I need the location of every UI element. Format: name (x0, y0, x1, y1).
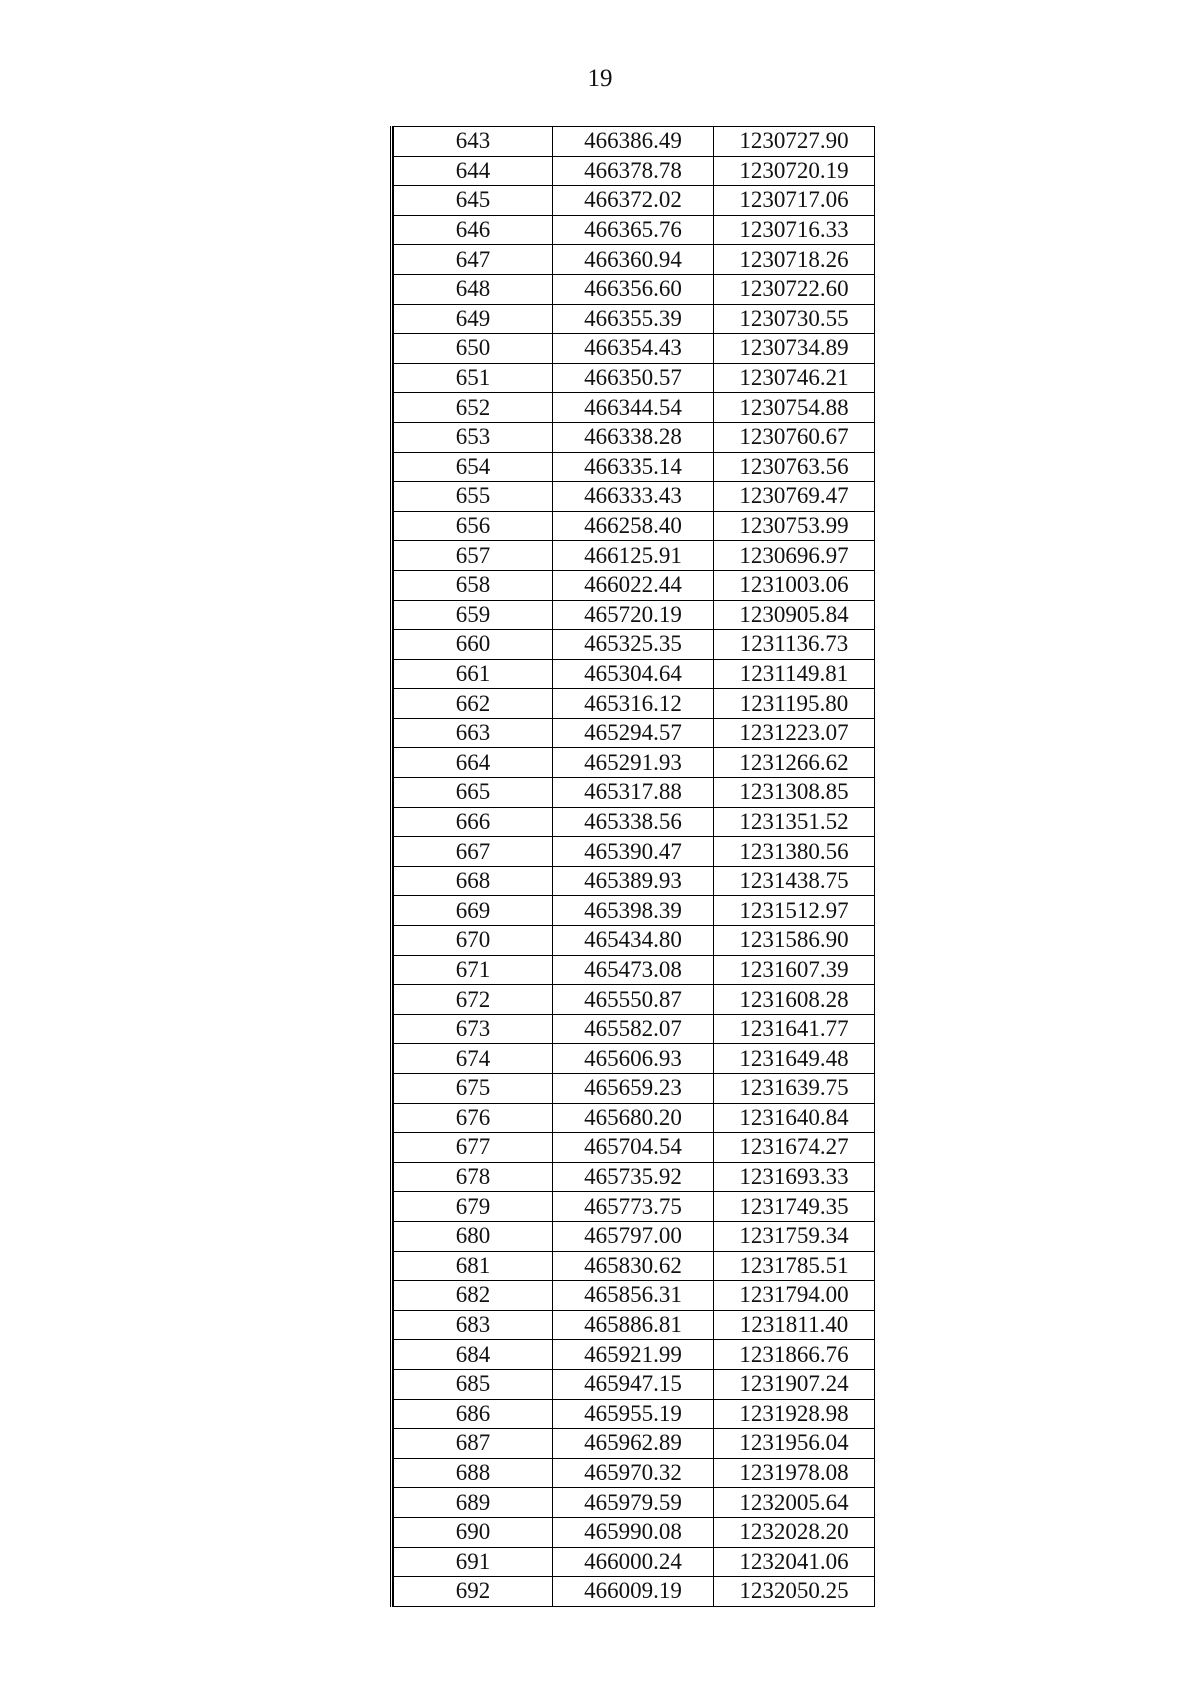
point-number-cell: 683 (394, 1310, 553, 1340)
table-row (394, 955, 875, 985)
x-coordinate-cell: 465970.32 (553, 1458, 714, 1488)
x-coordinate-cell: 465955.19 (553, 1399, 714, 1429)
table-row (394, 837, 875, 867)
point-number-cell: 648 (394, 274, 553, 304)
point-number-cell: 673 (394, 1014, 553, 1044)
table-row (394, 659, 875, 689)
x-coordinate-cell: 466365.76 (553, 215, 714, 245)
y-coordinate-cell: 1231640.84 (714, 1103, 875, 1133)
y-coordinate-cell: 1231149.81 (714, 659, 875, 689)
y-coordinate-cell: 1231978.08 (714, 1458, 875, 1488)
table-row (394, 1192, 875, 1222)
point-number-cell: 677 (394, 1133, 553, 1163)
x-coordinate-cell: 465294.57 (553, 718, 714, 748)
y-coordinate-cell: 1231308.85 (714, 778, 875, 808)
table-row (394, 570, 875, 600)
point-number-cell: 646 (394, 215, 553, 245)
x-coordinate-cell: 465921.99 (553, 1340, 714, 1370)
coordinates-table-body (394, 127, 875, 1607)
table-row (394, 1547, 875, 1577)
x-coordinate-cell: 465338.56 (553, 807, 714, 837)
y-coordinate-cell: 1230720.19 (714, 156, 875, 186)
x-coordinate-cell: 465886.81 (553, 1310, 714, 1340)
point-number-cell: 650 (394, 334, 553, 364)
x-coordinate-cell: 466372.02 (553, 186, 714, 216)
point-number-cell: 667 (394, 837, 553, 867)
point-number-cell: 666 (394, 807, 553, 837)
table-row (394, 866, 875, 896)
x-coordinate-cell: 465735.92 (553, 1162, 714, 1192)
y-coordinate-cell: 1232041.06 (714, 1547, 875, 1577)
table-row (394, 1488, 875, 1518)
coordinates-table (393, 126, 875, 1607)
y-coordinate-cell: 1230718.26 (714, 245, 875, 275)
x-coordinate-cell: 466350.57 (553, 363, 714, 393)
point-number-cell: 689 (394, 1488, 553, 1518)
point-number-cell: 645 (394, 186, 553, 216)
y-coordinate-cell: 1231351.52 (714, 807, 875, 837)
x-coordinate-cell: 466333.43 (553, 482, 714, 512)
x-coordinate-cell: 465856.31 (553, 1281, 714, 1311)
y-coordinate-cell: 1231607.39 (714, 955, 875, 985)
point-number-cell: 684 (394, 1340, 553, 1370)
point-number-cell: 690 (394, 1517, 553, 1547)
x-coordinate-cell: 465990.08 (553, 1517, 714, 1547)
table-row (394, 1162, 875, 1192)
x-coordinate-cell: 466335.14 (553, 452, 714, 482)
y-coordinate-cell: 1231195.80 (714, 689, 875, 719)
table-row (394, 1133, 875, 1163)
x-coordinate-cell: 466355.39 (553, 304, 714, 334)
y-coordinate-cell: 1230696.97 (714, 541, 875, 571)
y-coordinate-cell: 1230763.56 (714, 452, 875, 482)
table-row (394, 1044, 875, 1074)
y-coordinate-cell: 1231380.56 (714, 837, 875, 867)
point-number-cell: 655 (394, 482, 553, 512)
table-row (394, 215, 875, 245)
x-coordinate-cell: 465680.20 (553, 1103, 714, 1133)
page-number: 19 (587, 65, 613, 92)
table-row (394, 452, 875, 482)
point-number-cell: 691 (394, 1547, 553, 1577)
table-row (394, 1369, 875, 1399)
y-coordinate-cell: 1231785.51 (714, 1251, 875, 1281)
table-row (394, 1281, 875, 1311)
point-number-cell: 675 (394, 1074, 553, 1104)
y-coordinate-cell: 1230727.90 (714, 127, 875, 157)
table-row (394, 127, 875, 157)
point-number-cell: 658 (394, 570, 553, 600)
y-coordinate-cell: 1231641.77 (714, 1014, 875, 1044)
x-coordinate-cell: 466344.54 (553, 393, 714, 423)
y-coordinate-cell: 1230730.55 (714, 304, 875, 334)
table-row (394, 156, 875, 186)
x-coordinate-cell: 466338.28 (553, 422, 714, 452)
point-number-cell: 671 (394, 955, 553, 985)
y-coordinate-cell: 1232050.25 (714, 1577, 875, 1607)
y-coordinate-cell: 1232005.64 (714, 1488, 875, 1518)
table-row (394, 985, 875, 1015)
point-number-cell: 654 (394, 452, 553, 482)
point-number-cell: 644 (394, 156, 553, 186)
point-number-cell: 672 (394, 985, 553, 1015)
y-coordinate-cell: 1231223.07 (714, 718, 875, 748)
point-number-cell: 647 (394, 245, 553, 275)
x-coordinate-cell: 465473.08 (553, 955, 714, 985)
y-coordinate-cell: 1231512.97 (714, 896, 875, 926)
point-number-cell: 659 (394, 600, 553, 630)
y-coordinate-cell: 1230716.33 (714, 215, 875, 245)
y-coordinate-cell: 1231674.27 (714, 1133, 875, 1163)
x-coordinate-cell: 466009.19 (553, 1577, 714, 1607)
point-number-cell: 662 (394, 689, 553, 719)
table-row (394, 393, 875, 423)
x-coordinate-cell: 465704.54 (553, 1133, 714, 1163)
table-row (394, 186, 875, 216)
table-row (394, 511, 875, 541)
table-row (394, 1251, 875, 1281)
point-number-cell: 670 (394, 926, 553, 956)
y-coordinate-cell: 1230746.21 (714, 363, 875, 393)
table-row (394, 748, 875, 778)
x-coordinate-cell: 465304.64 (553, 659, 714, 689)
x-coordinate-cell: 466386.49 (553, 127, 714, 157)
table-row (394, 1340, 875, 1370)
y-coordinate-cell: 1231794.00 (714, 1281, 875, 1311)
point-number-cell: 686 (394, 1399, 553, 1429)
x-coordinate-cell: 465773.75 (553, 1192, 714, 1222)
y-coordinate-cell: 1230905.84 (714, 600, 875, 630)
table-row (394, 807, 875, 837)
table-row (394, 778, 875, 808)
x-coordinate-cell: 465434.80 (553, 926, 714, 956)
table-row (394, 600, 875, 630)
x-coordinate-cell: 465398.39 (553, 896, 714, 926)
table-row (394, 482, 875, 512)
table-row (394, 274, 875, 304)
y-coordinate-cell: 1232028.20 (714, 1517, 875, 1547)
point-number-cell: 682 (394, 1281, 553, 1311)
y-coordinate-cell: 1231866.76 (714, 1340, 875, 1370)
point-number-cell: 679 (394, 1192, 553, 1222)
point-number-cell: 687 (394, 1429, 553, 1459)
x-coordinate-cell: 465830.62 (553, 1251, 714, 1281)
table-row (394, 1103, 875, 1133)
x-coordinate-cell: 465797.00 (553, 1221, 714, 1251)
table-row (394, 926, 875, 956)
table-row (394, 1399, 875, 1429)
x-coordinate-cell: 465582.07 (553, 1014, 714, 1044)
y-coordinate-cell: 1230760.67 (714, 422, 875, 452)
point-number-cell: 665 (394, 778, 553, 808)
y-coordinate-cell: 1231608.28 (714, 985, 875, 1015)
table-row (394, 334, 875, 364)
y-coordinate-cell: 1231639.75 (714, 1074, 875, 1104)
y-coordinate-cell: 1230717.06 (714, 186, 875, 216)
table-row (394, 718, 875, 748)
table-row (394, 1458, 875, 1488)
x-coordinate-cell: 465291.93 (553, 748, 714, 778)
x-coordinate-cell: 465317.88 (553, 778, 714, 808)
table-row (394, 1429, 875, 1459)
y-coordinate-cell: 1231811.40 (714, 1310, 875, 1340)
table-row (394, 1014, 875, 1044)
table-row (394, 1517, 875, 1547)
table-row (394, 896, 875, 926)
x-coordinate-cell: 466258.40 (553, 511, 714, 541)
point-number-cell: 688 (394, 1458, 553, 1488)
point-number-cell: 664 (394, 748, 553, 778)
y-coordinate-cell: 1231749.35 (714, 1192, 875, 1222)
coordinates-table-container (390, 126, 875, 1607)
y-coordinate-cell: 1231438.75 (714, 866, 875, 896)
x-coordinate-cell: 465979.59 (553, 1488, 714, 1518)
y-coordinate-cell: 1231907.24 (714, 1369, 875, 1399)
point-number-cell: 653 (394, 422, 553, 452)
x-coordinate-cell: 466378.78 (553, 156, 714, 186)
x-coordinate-cell: 466356.60 (553, 274, 714, 304)
point-number-cell: 669 (394, 896, 553, 926)
x-coordinate-cell: 466125.91 (553, 541, 714, 571)
y-coordinate-cell: 1231693.33 (714, 1162, 875, 1192)
point-number-cell: 652 (394, 393, 553, 423)
y-coordinate-cell: 1231956.04 (714, 1429, 875, 1459)
point-number-cell: 649 (394, 304, 553, 334)
point-number-cell: 678 (394, 1162, 553, 1192)
point-number-cell: 651 (394, 363, 553, 393)
table-row (394, 422, 875, 452)
point-number-cell: 676 (394, 1103, 553, 1133)
table-row (394, 1221, 875, 1251)
x-coordinate-cell: 466000.24 (553, 1547, 714, 1577)
point-number-cell: 692 (394, 1577, 553, 1607)
x-coordinate-cell: 466360.94 (553, 245, 714, 275)
point-number-cell: 656 (394, 511, 553, 541)
x-coordinate-cell: 465947.15 (553, 1369, 714, 1399)
y-coordinate-cell: 1231266.62 (714, 748, 875, 778)
y-coordinate-cell: 1230734.89 (714, 334, 875, 364)
point-number-cell: 685 (394, 1369, 553, 1399)
x-coordinate-cell: 465316.12 (553, 689, 714, 719)
table-row (394, 1577, 875, 1607)
x-coordinate-cell: 465962.89 (553, 1429, 714, 1459)
x-coordinate-cell: 465550.87 (553, 985, 714, 1015)
x-coordinate-cell: 465325.35 (553, 630, 714, 660)
table-row (394, 1074, 875, 1104)
y-coordinate-cell: 1230753.99 (714, 511, 875, 541)
table-row (394, 689, 875, 719)
y-coordinate-cell: 1231586.90 (714, 926, 875, 956)
point-number-cell: 660 (394, 630, 553, 660)
y-coordinate-cell: 1230769.47 (714, 482, 875, 512)
x-coordinate-cell: 465606.93 (553, 1044, 714, 1074)
point-number-cell: 668 (394, 866, 553, 896)
point-number-cell: 680 (394, 1221, 553, 1251)
y-coordinate-cell: 1231759.34 (714, 1221, 875, 1251)
x-coordinate-cell: 465389.93 (553, 866, 714, 896)
y-coordinate-cell: 1231003.06 (714, 570, 875, 600)
point-number-cell: 661 (394, 659, 553, 689)
table-row (394, 245, 875, 275)
y-coordinate-cell: 1230722.60 (714, 274, 875, 304)
table-row (394, 541, 875, 571)
y-coordinate-cell: 1231136.73 (714, 630, 875, 660)
y-coordinate-cell: 1230754.88 (714, 393, 875, 423)
x-coordinate-cell: 466022.44 (553, 570, 714, 600)
point-number-cell: 657 (394, 541, 553, 571)
x-coordinate-cell: 465720.19 (553, 600, 714, 630)
x-coordinate-cell: 465390.47 (553, 837, 714, 867)
point-number-cell: 681 (394, 1251, 553, 1281)
point-number-cell: 643 (394, 127, 553, 157)
y-coordinate-cell: 1231649.48 (714, 1044, 875, 1074)
y-coordinate-cell: 1231928.98 (714, 1399, 875, 1429)
point-number-cell: 674 (394, 1044, 553, 1074)
table-row (394, 363, 875, 393)
point-number-cell: 663 (394, 718, 553, 748)
table-row (394, 1310, 875, 1340)
x-coordinate-cell: 465659.23 (553, 1074, 714, 1104)
table-row (394, 630, 875, 660)
x-coordinate-cell: 466354.43 (553, 334, 714, 364)
table-row (394, 304, 875, 334)
